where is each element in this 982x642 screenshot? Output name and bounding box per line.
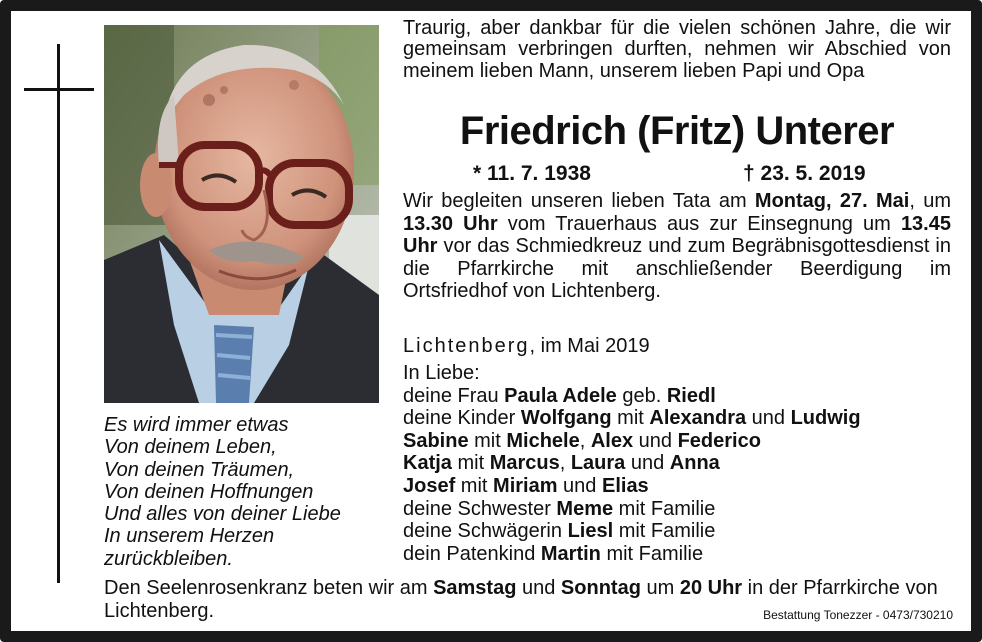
mourner-text: geb. (616, 384, 667, 407)
mourner-text: mit Familie (613, 497, 716, 520)
mourner-text: , (579, 429, 591, 452)
life-dates (403, 162, 951, 188)
mourner-text: deine Kinder (403, 407, 521, 430)
mourners-list (403, 362, 963, 565)
in-liebe-label: In Liebe: (403, 362, 480, 384)
mourner-name: Ludwig (790, 407, 861, 430)
mourner-name: Alexandra (649, 407, 747, 430)
poem-line: Von deinen Träumen, (104, 458, 295, 481)
mourner-name: Wolfgang (520, 407, 612, 430)
poem-line: Von deinen Hoffnungen (104, 480, 314, 503)
mourner-text: deine Schwägerin (403, 520, 568, 543)
funeral-home-imprint: Bestattung Tonezzer - 0473/730210 (763, 608, 953, 622)
rosary-text: Den Seelenrosenkranz beten wir am (104, 577, 434, 599)
mourner-text: mit (468, 429, 507, 452)
mourner-line (403, 543, 963, 566)
mourner-text: mit (455, 474, 494, 497)
mourner-name: Federico (677, 429, 761, 452)
mourner-text: und (746, 407, 791, 430)
blessing-time: 13.45 Uhr (403, 212, 951, 258)
birth-date: * 11. 7. 1938 (473, 162, 591, 185)
funeral-text: vom Trauerhaus aus zur Einsegnung um (497, 212, 901, 235)
memorial-poem (104, 414, 384, 570)
poem-line: zurückbleiben. (104, 547, 233, 570)
mourner-text: mit (451, 452, 490, 475)
mourner-name: Josef (403, 474, 456, 497)
rosary-text: und (516, 577, 561, 599)
place-town: Lichtenberg (403, 335, 530, 357)
mourner-text: und (633, 429, 678, 452)
rosary-day: Sonntag (560, 577, 641, 599)
mourner-line (403, 475, 963, 498)
mourner-text: deine Frau (403, 384, 505, 407)
mourner-name: Anna (669, 452, 720, 475)
mourner-name: Miriam (493, 474, 558, 497)
cross-horizontal-bar (24, 88, 94, 91)
mourner-name: Sabine (403, 429, 469, 452)
mourner-text: mit Familie (613, 520, 716, 543)
mourner-text: mit (611, 407, 650, 430)
mourner-line (403, 430, 963, 453)
mourner-line (403, 452, 963, 475)
mourner-text: , (559, 452, 571, 475)
mourner-text: und (625, 452, 670, 475)
mourner-text: mit Familie (600, 542, 704, 565)
portrait-photo (104, 25, 379, 403)
place-date: , im Mai 2019 (529, 335, 650, 357)
rosary-time: 20 Uhr (679, 577, 743, 599)
mourner-text: dein Patenkind (403, 542, 541, 565)
funeral-announcement (403, 190, 951, 303)
rosary-text: in der Pfarrkirche von Lichtenberg. (104, 577, 938, 622)
mourner-text: deine Schwester (403, 497, 557, 520)
mourner-name: Meme (556, 497, 614, 520)
deceased-name: Friedrich (Fritz) Unterer (459, 109, 895, 153)
funeral-time: 13.30 Uhr (403, 212, 498, 235)
mourner-text: und (557, 474, 602, 497)
place-and-date (403, 335, 951, 357)
mourner-name: Michele (506, 429, 580, 452)
mourner-line (403, 498, 963, 521)
rosary-day: Samstag (433, 577, 517, 599)
mourner-line (403, 520, 963, 543)
mourner-name: Alex (590, 429, 634, 452)
intro-text: Traurig, aber dankbar für die vielen schönen Jahre, die wir gemeinsam verbringen durften, nehmen wir Abschied von meinem lieben Mann, unserem lieben Papi und Opa (403, 17, 951, 82)
poem-line: Es wird immer etwas (104, 414, 289, 436)
rosary-text: um (640, 577, 680, 599)
mourner-name: Elias (601, 474, 649, 497)
mourner-name: Riedl (666, 384, 716, 407)
mourner-name: Marcus (489, 452, 560, 475)
funeral-day: Montag, 27. Mai (754, 190, 910, 212)
mourner-name: Paula Adele (504, 384, 617, 407)
funeral-text: Wir begleiten unseren lieben Tata am (403, 190, 755, 212)
mourner-line (403, 385, 963, 408)
cross-vertical-bar (57, 44, 60, 583)
mourner-name: Martin (540, 542, 601, 565)
mourner-name: Liesl (567, 520, 614, 543)
mourner-line (403, 407, 963, 430)
poem-line: Von deinem Leben, (104, 436, 277, 459)
mourner-name: Katja (403, 452, 452, 475)
funeral-text: , um (909, 190, 951, 212)
death-date: † 23. 5. 2019 (743, 162, 866, 185)
poem-line: Und alles von deiner Liebe (104, 503, 341, 526)
poem-line: In unserem Herzen (104, 525, 275, 548)
mourner-name: Laura (570, 452, 626, 475)
funeral-text: vor das Schmiedkreuz und zum Begräbnisgottesdienst in die Pfarrkirche mit anschließender Beerdigung im Ortsfriedhof von Lichtenberg. (403, 235, 951, 303)
